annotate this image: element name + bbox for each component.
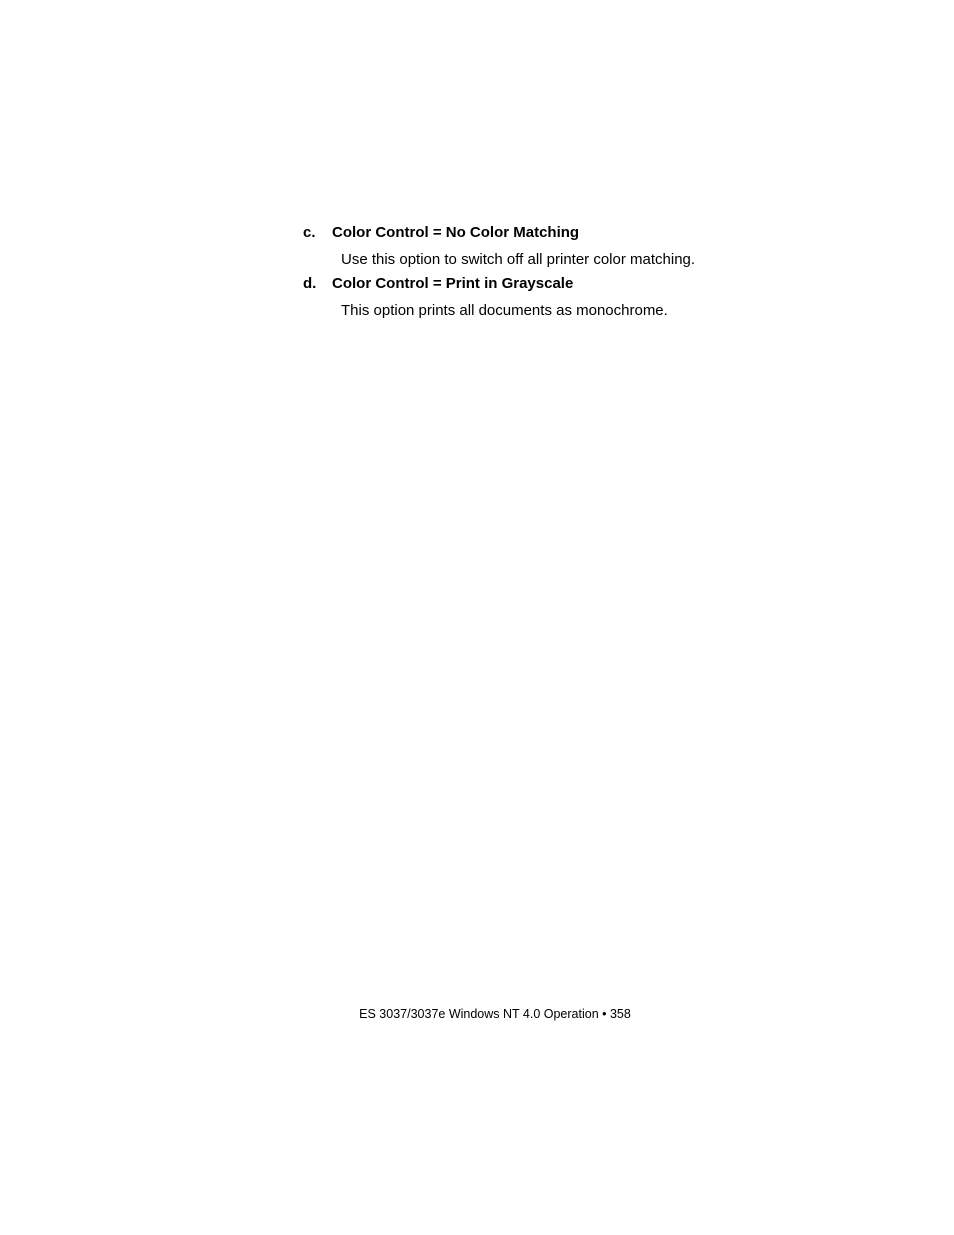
- item-title: Color Control = No Color Matching: [332, 224, 580, 241]
- item-heading: [303, 224, 863, 242]
- item-letter: d.: [303, 275, 317, 292]
- list-item-c: [303, 224, 863, 269]
- list-item-d: [303, 275, 863, 320]
- item-title: Color Control = Print in Grayscale: [332, 275, 574, 292]
- item-description: This option prints all documents as monochrome.: [341, 302, 668, 319]
- page-footer: ES 3037/3037e Windows NT 4.0 Operation • 358: [359, 1007, 631, 1021]
- item-letter: c.: [303, 224, 316, 241]
- item-description: Use this option to switch off all printer color matching.: [341, 251, 696, 268]
- item-heading: [303, 275, 863, 293]
